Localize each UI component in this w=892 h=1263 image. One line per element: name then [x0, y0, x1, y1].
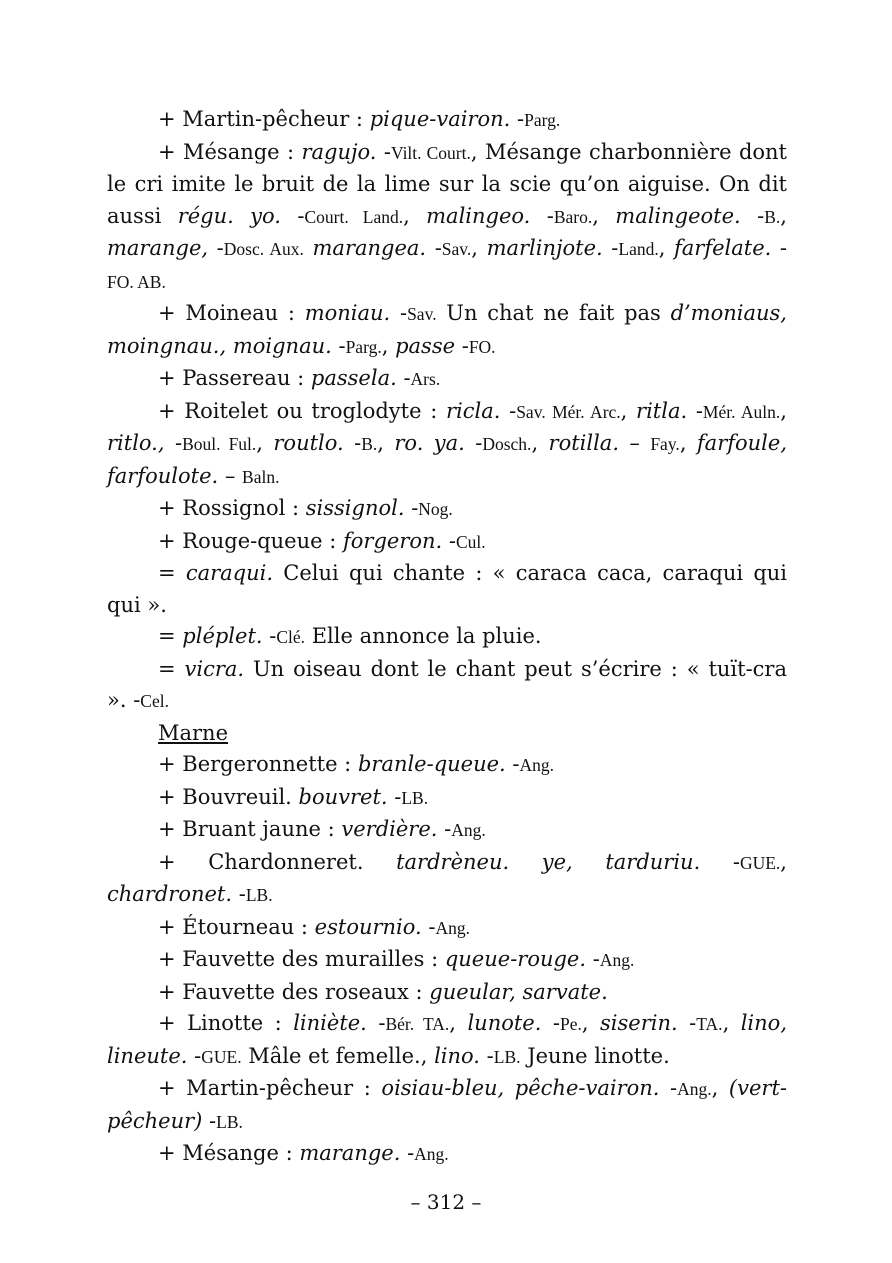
dialect-term: malingeo.	[426, 203, 531, 228]
glossary-entry	[107, 912, 787, 945]
entry-text: –	[218, 463, 243, 488]
entry-text: ,	[711, 1076, 729, 1100]
glossary-entry	[107, 814, 787, 847]
entry-text: ,	[722, 1011, 741, 1035]
entry-text: -	[164, 431, 183, 455]
entry-text: ,	[581, 1011, 601, 1035]
dialect-term: branle-queue.	[357, 752, 506, 776]
dialect-term: routlo.	[273, 431, 344, 455]
entry-text: + Rouge-queue :	[158, 528, 343, 553]
entry-text: -	[396, 366, 411, 390]
glossary-entry	[107, 847, 787, 912]
locality-abbreviation: LB.	[216, 1111, 243, 1132]
entry-text: =	[158, 656, 185, 681]
entry-text: + Rossignol :	[158, 496, 306, 520]
entry-text: -	[700, 849, 740, 874]
dialect-term: tardrèneu. ye, tarduriu.	[396, 849, 701, 874]
entry-text: -	[280, 203, 305, 228]
dialect-term: farfelate.	[674, 236, 772, 260]
entry-text: + Bruant jaune :	[158, 817, 342, 841]
glossary-entry	[107, 396, 787, 494]
entry-text: -	[602, 236, 619, 260]
entry-text: + Roitelet ou troglodyte :	[158, 398, 446, 423]
entry-text: Un chat ne fait pas	[436, 301, 671, 325]
locality-abbreviation: GUE.	[201, 1046, 242, 1067]
locality-abbreviation: Sav. Mér. Arc.	[516, 401, 621, 422]
locality-abbreviation: Parg.	[524, 110, 561, 130]
entry-text: -	[510, 107, 525, 131]
dialect-term: siserin.	[600, 1011, 678, 1035]
entry-text: ,	[531, 431, 549, 455]
entry-text: -	[500, 398, 517, 423]
entry-text: -	[387, 784, 402, 809]
locality-abbreviation: Parg.	[345, 336, 382, 357]
entry-text: ,	[471, 236, 487, 260]
glossary-entry	[107, 1008, 787, 1073]
glossary-entry	[107, 137, 787, 299]
entry-text: -	[390, 301, 408, 325]
glossary-entry	[107, 977, 787, 1009]
locality-abbreviation: B.	[361, 434, 378, 454]
dialect-term: vicra.	[184, 656, 245, 681]
glossary-entry	[107, 654, 787, 718]
locality-abbreviation: Ang.	[519, 755, 555, 775]
entry-text: -	[426, 236, 442, 260]
locality-abbreviation: LB.	[401, 787, 429, 808]
locality-abbreviation: Sav.	[407, 304, 437, 324]
entry-text: ,	[679, 431, 697, 455]
entry-text: + Linotte :	[158, 1011, 294, 1035]
entry-text: + Fauvette des roseaux :	[158, 979, 430, 1004]
entry-text: ,	[658, 236, 674, 260]
dialect-term: d’moniaus, moingnau., moignau.	[107, 301, 787, 358]
dialect-term: régu. yo.	[177, 203, 281, 228]
entry-text: -	[586, 947, 600, 971]
entry-text: Mâle et femelle.,	[241, 1043, 435, 1068]
glossary-entry	[107, 363, 787, 396]
entry-text: -	[455, 333, 469, 358]
dialect-term: malingeote.	[615, 203, 741, 228]
entry-text: + Mésange :	[158, 1141, 300, 1165]
entry-text: –	[619, 431, 651, 455]
locality-abbreviation: TA.	[696, 1014, 723, 1034]
locality-abbreviation: GUE.	[739, 852, 781, 873]
dialect-term: verdière.	[341, 817, 438, 841]
entry-text: -	[343, 431, 362, 455]
dialect-term: ritlo.,	[107, 431, 165, 455]
dialect-term: lino.	[434, 1043, 480, 1068]
entry-text: -	[331, 333, 346, 358]
entry-text: -	[464, 431, 483, 455]
locality-abbreviation: Ang.	[677, 1079, 712, 1099]
dialect-term: rotilla.	[548, 431, 619, 455]
entry-text: =	[158, 624, 183, 648]
locality-abbreviation: Mér. Auln.	[702, 401, 781, 422]
dialect-term: pique-vairon.	[369, 107, 511, 131]
locality-abbreviation: LB.	[245, 885, 273, 905]
glossary-entry	[107, 493, 787, 526]
locality-abbreviation: Ang.	[435, 917, 471, 938]
dialect-term: forgeron.	[343, 528, 443, 553]
locality-abbreviation: Vilt. Court.	[390, 142, 471, 163]
locality-abbreviation: Nog.	[418, 499, 453, 519]
entry-text: + Passereau :	[158, 366, 311, 390]
dialect-term: marange.	[299, 1141, 401, 1165]
locality-abbreviation: Boul. Ful.	[182, 434, 257, 454]
entry-text: + Moineau :	[158, 301, 305, 325]
dialect-term: marange,	[107, 236, 209, 260]
locality-abbreviation: Baln.	[242, 466, 280, 487]
locality-abbreviation: Court. Land.	[304, 206, 404, 227]
locality-abbreviation: B.	[764, 206, 781, 227]
locality-abbreviation: Ang.	[414, 1144, 449, 1164]
entry-text: , Mésange charbonnière dont le cri imite le bruit de la lime sur la scie qu’on aiguise. On dit aussi	[107, 139, 787, 228]
dialect-term: marangea.	[312, 236, 427, 260]
locality-abbreviation: Pe.	[559, 1014, 582, 1034]
dialect-term: bouvret.	[298, 784, 388, 809]
locality-abbreviation: FO.	[468, 336, 496, 357]
entry-text: -	[262, 624, 277, 648]
entry-text: ,	[256, 431, 274, 455]
glossary-entry	[107, 104, 787, 137]
entry-text: Celui qui chante : « caraca caca, caraqui qui qui ».	[107, 561, 787, 617]
dialect-term: pléplet.	[182, 624, 263, 648]
dialect-term: ragujo.	[301, 139, 377, 164]
dialect-term: lunote.	[467, 1011, 542, 1035]
entry-text: + Bouvreuil.	[158, 784, 299, 809]
entry-text: -	[437, 817, 452, 841]
entry-text: -	[232, 882, 246, 906]
dialect-term: passe	[395, 333, 456, 358]
locality-abbreviation: Land.	[618, 239, 659, 259]
glossary-entry	[107, 782, 787, 815]
locality-abbreviation: LB.	[493, 1046, 521, 1067]
locality-abbreviation: Cel.	[140, 691, 169, 711]
glossary-entry	[107, 944, 787, 977]
page-number: – 312 –	[410, 1190, 482, 1214]
dialect-term: sissignol.	[305, 496, 405, 520]
entry-text: + Étourneau :	[158, 914, 315, 939]
locality-abbreviation: Baro.	[553, 206, 593, 227]
entry-text: -	[208, 236, 224, 260]
entry-text: -	[404, 496, 419, 520]
entry-text: -	[202, 1108, 217, 1133]
entry-list-marne	[107, 749, 787, 1171]
dialect-term: oisiau-bleu, pêche-vairon.	[381, 1076, 660, 1100]
locality-abbreviation: Ang.	[599, 950, 635, 970]
entry-text: -	[659, 1076, 678, 1100]
dialect-term: queue-rouge.	[444, 947, 587, 971]
section-heading: Marne	[158, 720, 229, 745]
dialect-term: liniète.	[293, 1011, 367, 1035]
entry-text: -	[771, 236, 787, 260]
entry-text: -	[187, 1043, 202, 1068]
locality-abbreviation: FO. AB.	[107, 271, 166, 292]
entry-text: -	[505, 752, 520, 776]
entry-text: Un oiseau dont le chant peut s’écrire : « tuït-cra ». -	[107, 656, 787, 712]
glossary-entry	[107, 1073, 787, 1138]
entry-text: ,	[377, 431, 395, 455]
dialect-term: gueular, sarvate.	[429, 979, 608, 1004]
dialect-term: ro. ya.	[394, 431, 465, 455]
dialect-term: ricla.	[445, 398, 501, 423]
locality-abbreviation: Ang.	[451, 820, 486, 840]
locality-abbreviation: Fay.	[650, 434, 680, 454]
entry-text: + Martin-pêcheur :	[158, 1076, 382, 1100]
entry-text: + Mésange :	[158, 139, 302, 164]
glossary-entry	[107, 749, 787, 782]
entry-text: Jeune linotte.	[520, 1043, 670, 1068]
glossary-entry	[107, 1138, 787, 1171]
entry-text: -	[421, 914, 436, 939]
glossary-entry	[107, 621, 787, 654]
entry-text: =	[158, 561, 186, 585]
entry-text	[304, 236, 313, 260]
dialect-term: lino, lineute.	[107, 1011, 787, 1068]
entry-text: ,	[780, 203, 787, 228]
entry-text: + Bergeronnette :	[158, 752, 358, 776]
glossary-entry	[107, 558, 787, 621]
dialect-term: caraqui.	[185, 561, 274, 585]
entry-text: -	[687, 398, 703, 423]
locality-abbreviation: Sav.	[441, 239, 472, 259]
dialect-term: passela.	[310, 366, 397, 390]
entry-text: + Martin-pêcheur :	[158, 107, 370, 131]
glossary-entry	[107, 298, 787, 363]
dialect-term: marlinjote.	[486, 236, 603, 260]
entry-text: ,	[592, 203, 616, 228]
entry-text: -	[376, 139, 391, 164]
entry-text: ,	[780, 849, 787, 874]
dialect-term: farfoule, farfoulote.	[107, 431, 787, 488]
dialect-term: moniau.	[304, 301, 391, 325]
entry-text: ,	[780, 398, 787, 423]
entry-text: + Chardonneret.	[158, 849, 397, 874]
entry-text: -	[677, 1011, 697, 1035]
entry-text: ,	[403, 203, 427, 228]
locality-abbreviation: Ars.	[410, 369, 441, 389]
locality-abbreviation: Dosch.	[482, 434, 532, 454]
dialect-term: ritla.	[636, 398, 688, 423]
entry-text: ,	[449, 1011, 468, 1035]
locality-abbreviation: Bér. TA.	[385, 1014, 450, 1034]
entry-text: -	[366, 1011, 386, 1035]
dialect-term: estournio.	[314, 914, 422, 939]
entry-text: ,	[620, 398, 637, 423]
entry-list-first	[107, 104, 787, 718]
dialect-term: chardronet.	[107, 882, 233, 906]
entry-text: -	[442, 528, 456, 553]
locality-abbreviation: Cul.	[456, 531, 486, 552]
glossary-entry	[107, 526, 787, 559]
locality-abbreviation: Dosc. Aux.	[223, 239, 304, 259]
entry-text: -	[400, 1141, 415, 1165]
entry-text: -	[480, 1043, 494, 1068]
dialect-term: (vert-pêcheur)	[107, 1076, 787, 1133]
entry-text: -	[530, 203, 554, 228]
entry-text: -	[740, 203, 765, 228]
entry-text: ,	[381, 333, 396, 358]
locality-abbreviation: Clé.	[276, 627, 306, 647]
entry-text: -	[541, 1011, 560, 1035]
page-body	[107, 104, 787, 1171]
entry-text: Elle annonce la pluie.	[305, 624, 542, 648]
entry-text: + Fauvette des murailles :	[158, 947, 445, 971]
